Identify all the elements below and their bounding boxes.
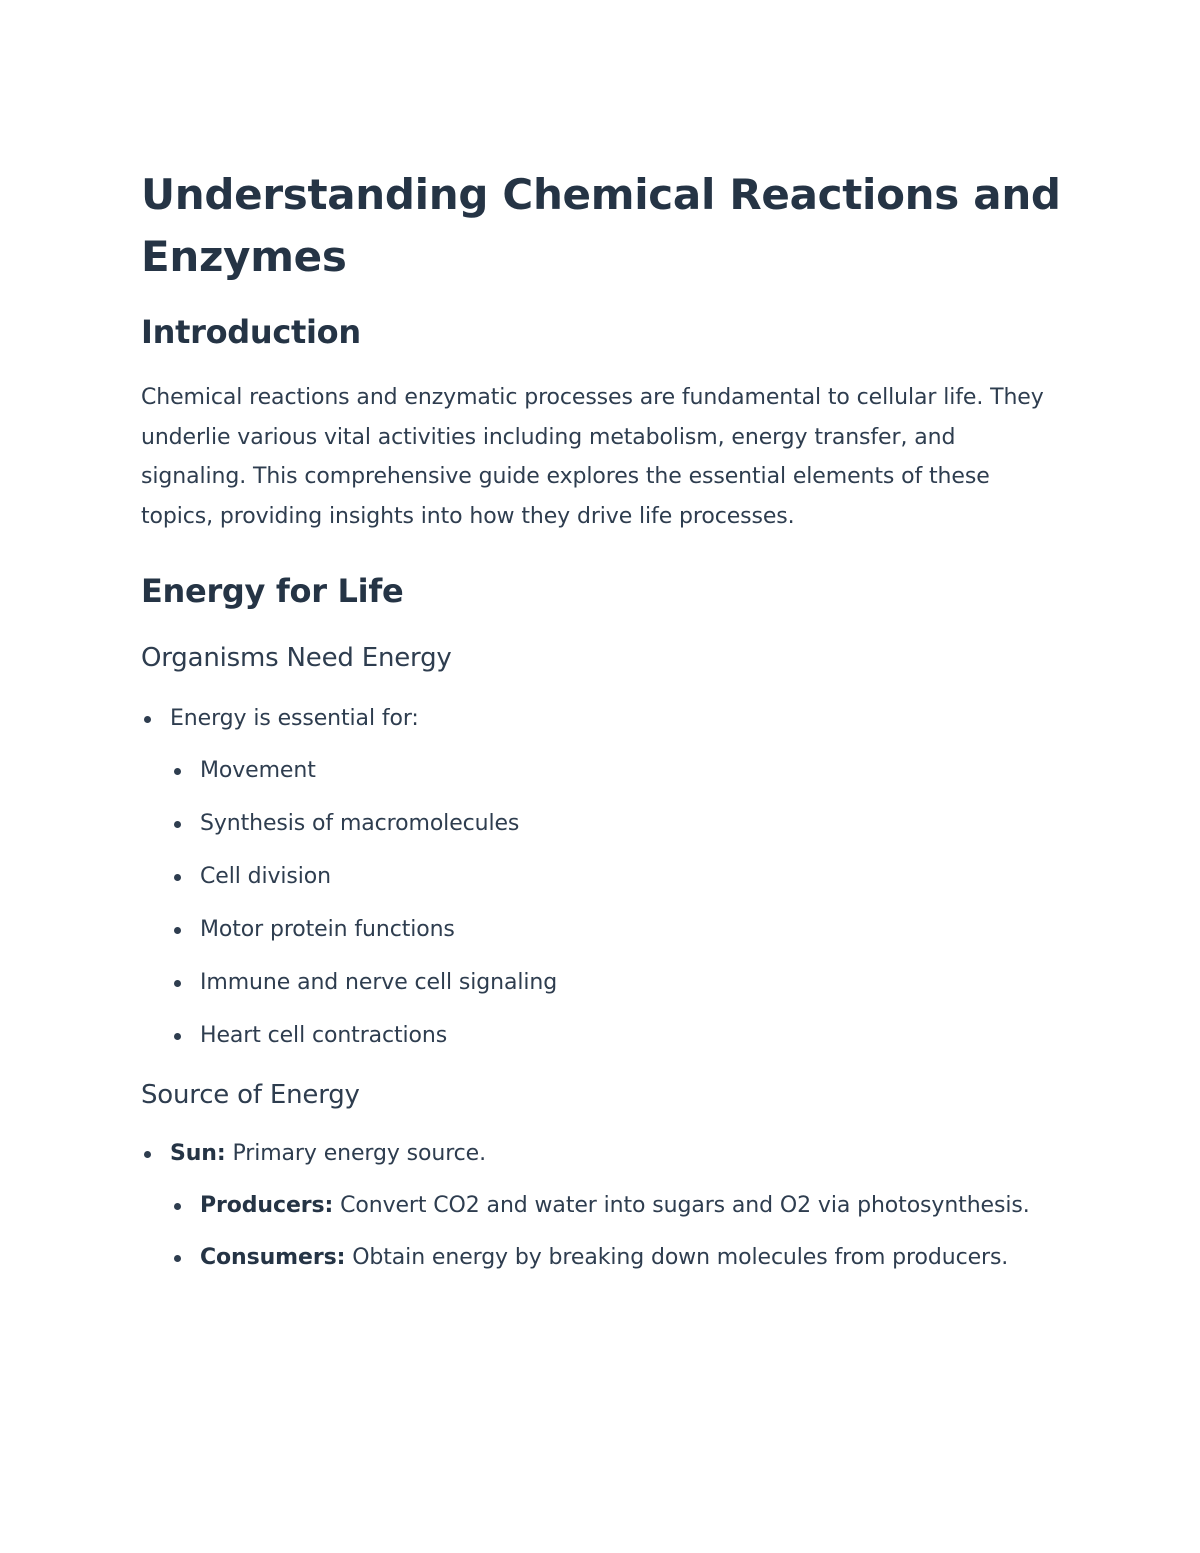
list-item — [141, 699, 1061, 739]
heading-organisms-need-energy: Organisms Need Energy — [141, 642, 452, 673]
list-item — [141, 857, 1061, 897]
energy-source-list — [141, 1134, 1061, 1174]
introduction-paragraph: Chemical reactions and enzymatic processes are fundamental to cellular life. They underlie various vital activities including metabolism, energy transfer, and signaling. This comprehensive guide explores the essential elements of these topics, providing insights into how they drive life processes. — [141, 385, 1044, 530]
bullet-icon — [174, 1255, 181, 1262]
heading-source-of-energy: Source of Energy — [141, 1079, 360, 1110]
bullet-icon — [174, 768, 181, 775]
heading-energy-for-life: Energy for Life — [141, 571, 404, 610]
term-producers: Producers: — [200, 1192, 334, 1218]
term-sun: Sun: — [170, 1140, 226, 1166]
list-item — [141, 751, 1061, 791]
list-item-consumers — [141, 1238, 1061, 1278]
list-item — [141, 1016, 1061, 1056]
list-item-text: Synthesis of macromolecules — [200, 810, 520, 836]
consumers-description: Obtain energy by breaking down molecules from producers. — [352, 1244, 1009, 1270]
producers-description: Convert CO2 and water into sugars and O2 via photosynthesis. — [340, 1192, 1030, 1218]
energy-needs-list — [141, 699, 1061, 739]
bullet-icon — [144, 716, 151, 723]
bullet-icon — [174, 927, 181, 934]
energy-uses-list — [141, 751, 1061, 1056]
bullet-icon — [174, 874, 181, 881]
list-item-text: Heart cell contractions — [200, 1022, 448, 1048]
page-title: Understanding Chemical Reactions and Enzymes — [141, 170, 1061, 281]
list-item-producers — [141, 1186, 1061, 1226]
bullet-icon — [174, 1033, 181, 1040]
energy-flow-list — [141, 1186, 1061, 1278]
list-item-text: Immune and nerve cell signaling — [200, 969, 558, 995]
heading-introduction: Introduction — [141, 313, 361, 351]
list-item-text: Cell division — [200, 863, 332, 889]
list-item — [141, 910, 1061, 950]
bullet-icon — [144, 1151, 151, 1158]
document-page — [141, 164, 1061, 1278]
list-item-text: Motor protein functions — [200, 916, 455, 942]
term-consumers: Consumers: — [200, 1244, 346, 1270]
list-item-text: Movement — [200, 757, 316, 783]
list-item-sun — [141, 1134, 1061, 1174]
list-item — [141, 804, 1061, 844]
bullet-icon — [174, 821, 181, 828]
energy-needs-lead: Energy is essential for: — [170, 705, 419, 731]
list-item — [141, 963, 1061, 1003]
sun-description: Primary energy source. — [232, 1140, 486, 1166]
bullet-icon — [174, 1203, 181, 1210]
bullet-icon — [174, 980, 181, 987]
